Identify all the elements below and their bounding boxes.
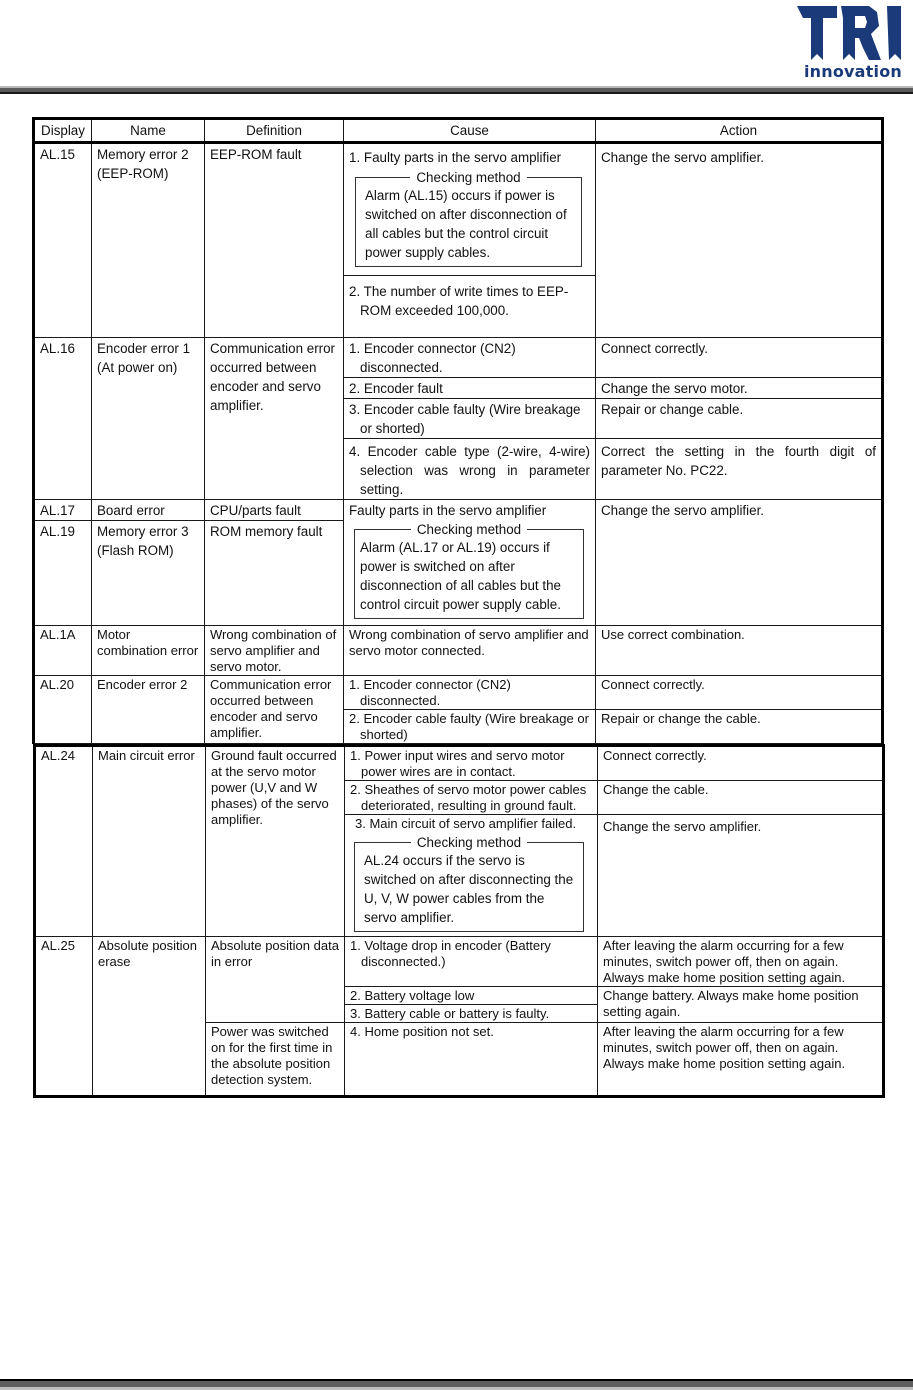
action-cell: Change the servo amplifier.	[598, 815, 884, 937]
action-cell: Change the servo amplifier.	[596, 143, 883, 338]
checking-method-box	[354, 835, 584, 932]
action-cell: Change the servo amplifier.	[596, 500, 883, 626]
action-cell: After leaving the alarm occurring for a few minutes, switch power off, then on again. Always make home position setting again.	[598, 937, 884, 987]
display-cell: AL.16	[34, 338, 92, 500]
checking-method-title: Checking method	[411, 835, 527, 850]
display-cell: AL.15	[34, 143, 92, 338]
name-cell: Absolute position erase	[93, 937, 206, 1097]
checking-method-box	[354, 522, 584, 619]
display-cell: AL.24	[35, 746, 93, 937]
table-row-al24	[35, 746, 884, 781]
action-cell: Connect correctly.	[596, 676, 883, 710]
cause-cell: 1. Encoder connector (CN2) disconnected.	[344, 338, 596, 378]
cause-cell: 4. Encoder cable type (2-wire, 4-wire) selection was wrong in parameter setting.	[344, 439, 596, 500]
checking-method-text: Alarm (AL.17 or AL.19) occurs if power is switched on after disconnection of all cables but the control circuit power supply cable.	[360, 540, 561, 612]
table-header-row	[34, 119, 883, 143]
column-header-cause: Cause	[344, 119, 596, 143]
checking-method-title: Checking method	[411, 522, 527, 537]
table-row-al16	[34, 338, 883, 378]
cause-cell: 2. Encoder cable faulty (Wire breakage or shorted)	[344, 710, 596, 744]
definition-cell: EEP-ROM fault	[205, 143, 344, 338]
cause-cell: 2. Encoder fault	[344, 378, 596, 399]
checking-method-title: Checking method	[410, 170, 526, 185]
checking-method-text: AL.24 occurs if the servo is switched on after disconnecting the U, V, W power cables from the servo amplifier.	[364, 853, 574, 925]
cause-cell	[344, 500, 596, 626]
cause-cell: 3. Encoder cable faulty (Wire breakage or shorted)	[344, 399, 596, 439]
column-header-display: Display	[34, 119, 92, 143]
name-cell: Motor combination error	[92, 626, 205, 676]
action-cell: Correct the setting in the fourth digit of parameter No. PC22.	[596, 439, 883, 500]
cause-cell	[344, 143, 596, 338]
table-row-al20	[34, 676, 883, 710]
name-cell: Memory error 3 (Flash ROM)	[92, 521, 205, 626]
alarm-table-part-2	[33, 744, 885, 1098]
cause-cell	[345, 815, 598, 937]
cause-cell: 1. Voltage drop in encoder (Battery disconnected.)	[345, 937, 598, 987]
alarm-table-part-1	[32, 117, 884, 744]
column-header-action: Action	[596, 119, 883, 143]
name-cell: Encoder error 2	[92, 676, 205, 744]
name-cell: Memory error 2 (EEP-ROM)	[92, 143, 205, 338]
name-cell: Encoder error 1 (At power on)	[92, 338, 205, 500]
cause-item: 2. The number of write times to EEP-ROM exceeded 100,000.	[344, 275, 595, 322]
table-row-al1a	[34, 626, 883, 676]
action-cell: Connect correctly.	[598, 746, 884, 781]
column-header-name: Name	[92, 119, 205, 143]
cause-cell: Wrong combination of servo amplifier and servo motor connected.	[344, 626, 596, 676]
checking-method-text: Alarm (AL.15) occurs if power is switched on after disconnection of all cables but the control circuit power supply cables.	[365, 188, 567, 260]
action-cell: Use correct combination.	[596, 626, 883, 676]
cause-cell: 4. Home position not set.	[345, 1023, 598, 1097]
cause-cell: 1. Encoder connector (CN2) disconnected.	[344, 676, 596, 710]
cause-cell: 2. Battery voltage low	[345, 987, 598, 1005]
cause-item: 1. Faulty parts in the servo amplifier	[349, 150, 562, 165]
tri-logo-icon	[797, 4, 907, 62]
display-cell: AL.25	[35, 937, 93, 1097]
action-cell: Repair or change the cable.	[596, 710, 883, 744]
cause-cell: 1. Power input wires and servo motor power wires are in contact.	[345, 746, 598, 781]
display-cell: AL.20	[34, 676, 92, 744]
definition-cell: Ground fault occurred at the servo motor power (U,V and W phases) of the servo amplifier.	[206, 746, 345, 937]
name-cell: Main circuit error	[93, 746, 206, 937]
display-cell: AL.19	[34, 521, 92, 626]
definition-cell: ROM memory fault	[205, 521, 344, 626]
definition-cell: Power was switched on for the first time in the absolute position detection system.	[206, 1023, 345, 1097]
definition-cell: Absolute position data in error	[206, 937, 345, 1023]
table-row-al25	[35, 937, 884, 987]
cause-cell: 2. Sheathes of servo motor power cables deteriorated, resulting in ground fault.	[345, 781, 598, 815]
table-row-al15	[34, 143, 883, 338]
display-cell: AL.17	[34, 500, 92, 521]
cause-item: 3. Main circuit of servo amplifier failed.	[355, 816, 577, 831]
action-cell: Repair or change cable.	[596, 399, 883, 439]
definition-cell: CPU/parts fault	[205, 500, 344, 521]
footer-divider	[0, 1379, 913, 1390]
action-cell: Connect correctly.	[596, 338, 883, 378]
definition-cell: Communication error occurred between encoder and servo amplifier.	[205, 338, 344, 500]
definition-cell: Wrong combination of servo amplifier and servo motor.	[205, 626, 344, 676]
logo-subtitle: innovation	[804, 62, 902, 81]
company-logo	[797, 4, 909, 82]
cause-cell: 3. Battery cable or battery is faulty.	[345, 1005, 598, 1023]
column-header-definition: Definition	[205, 119, 344, 143]
header-divider	[0, 86, 913, 94]
action-cell: Change battery. Always make home position setting again.	[598, 987, 884, 1023]
action-cell: After leaving the alarm occurring for a few minutes, switch power off, then on again. Always make home position setting again.	[598, 1023, 884, 1097]
table-row-al17	[34, 500, 883, 521]
checking-method-box	[355, 170, 582, 267]
display-cell: AL.1A	[34, 626, 92, 676]
action-cell: Change the servo motor.	[596, 378, 883, 399]
action-cell: Change the cable.	[598, 781, 884, 815]
name-cell: Board error	[92, 500, 205, 521]
definition-cell: Communication error occurred between encoder and servo amplifier.	[205, 676, 344, 744]
cause-item: Faulty parts in the servo amplifier	[349, 503, 547, 518]
